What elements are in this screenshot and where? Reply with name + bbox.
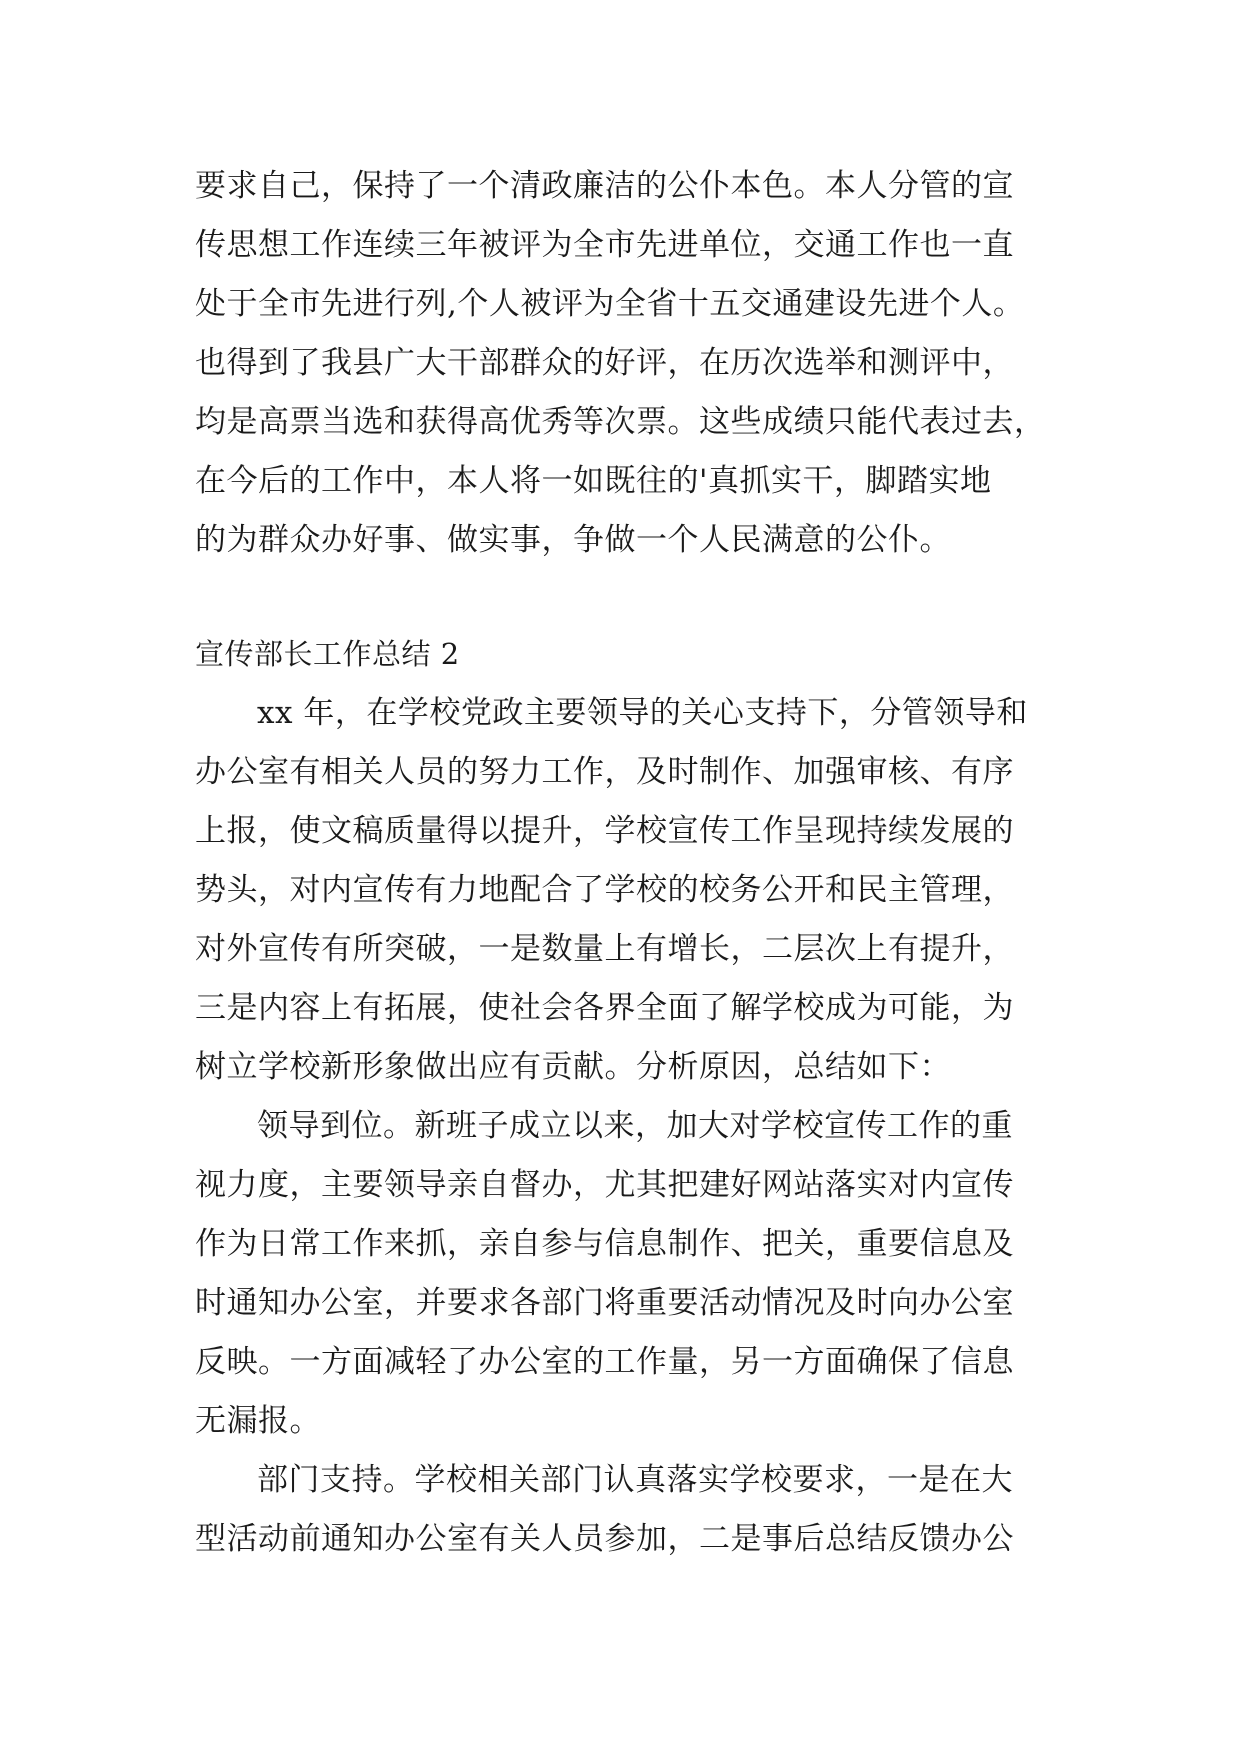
text-line: 要求自己，保持了一个清政廉洁的公仆本色。本人分管的宣 (195, 168, 1014, 204)
paragraph-2 (195, 1097, 1075, 1451)
text-line: 作为日常工作来抓，亲自参与信息制作、把关，重要信息及 (195, 1226, 1014, 1262)
text-line: 无漏报。 (195, 1403, 321, 1439)
text-line: 办公室有相关人员的努力工作，及时制作、加强审核、有序 (195, 754, 1014, 790)
text-line: 上报，使文稿质量得以提升，学校宣传工作呈现持续发展的 (195, 813, 1014, 849)
text-line: 对外宣传有所突破，一是数量上有增长，二层次上有提升， (195, 931, 1014, 967)
text-line: 反映。一方面减轻了办公室的工作量，另一方面确保了信息 (195, 1344, 1014, 1380)
text-line: 树立学校新形象做出应有贡献。分析原因，总结如下： (195, 1049, 951, 1085)
text-line: 也得到了我县广大干部群众的好评，在历次选举和测评中， (195, 345, 1014, 381)
paragraph-1 (195, 684, 1075, 1097)
paragraph-3 (195, 1451, 1075, 1569)
text-line: 部门支持。学校相关部门认真落实学校要求，一是在大 (257, 1462, 1013, 1498)
text-line: 的为群众办好事、做实事，争做一个人民满意的公仆。 (195, 522, 951, 558)
text-line: 视力度，主要领导亲自督办，尤其把建好网站落实对内宣传 (195, 1167, 1014, 1203)
text-line: 领导到位。新班子成立以来，加大对学校宣传工作的重 (257, 1108, 1013, 1144)
text-line: 势头，对内宣传有力地配合了学校的校务公开和民主管理， (195, 872, 1014, 908)
section-heading (195, 625, 1075, 684)
text-line: 时通知办公室，并要求各部门将重要活动情况及时向办公室 (195, 1285, 1014, 1321)
text-line: 处于全市先进行列,个人被评为全省十五交通建设先进个人。 (195, 286, 1025, 322)
text-line: 均是高票当选和获得高优秀等次票。这些成绩只能代表过去， (195, 404, 1046, 440)
text-line: 型活动前通知办公室有关人员参加，二是事后总结反馈办公 (195, 1521, 1014, 1557)
section-title: 宣传部长工作总结 2 (195, 637, 460, 671)
text-line: 传思想工作连续三年被评为全市先进单位，交通工作也一直 (195, 227, 1014, 263)
text-line: 三是内容上有拓展，使社会各界全面了解学校成为可能，为 (195, 990, 1014, 1026)
paragraph-continued (195, 157, 1075, 570)
text-line: 在今后的工作中，本人将一如既往的'真抓实干，脚踏实地 (195, 463, 992, 499)
text-line: xx 年，在学校党政主要领导的关心支持下，分管领导和 (257, 695, 1028, 731)
